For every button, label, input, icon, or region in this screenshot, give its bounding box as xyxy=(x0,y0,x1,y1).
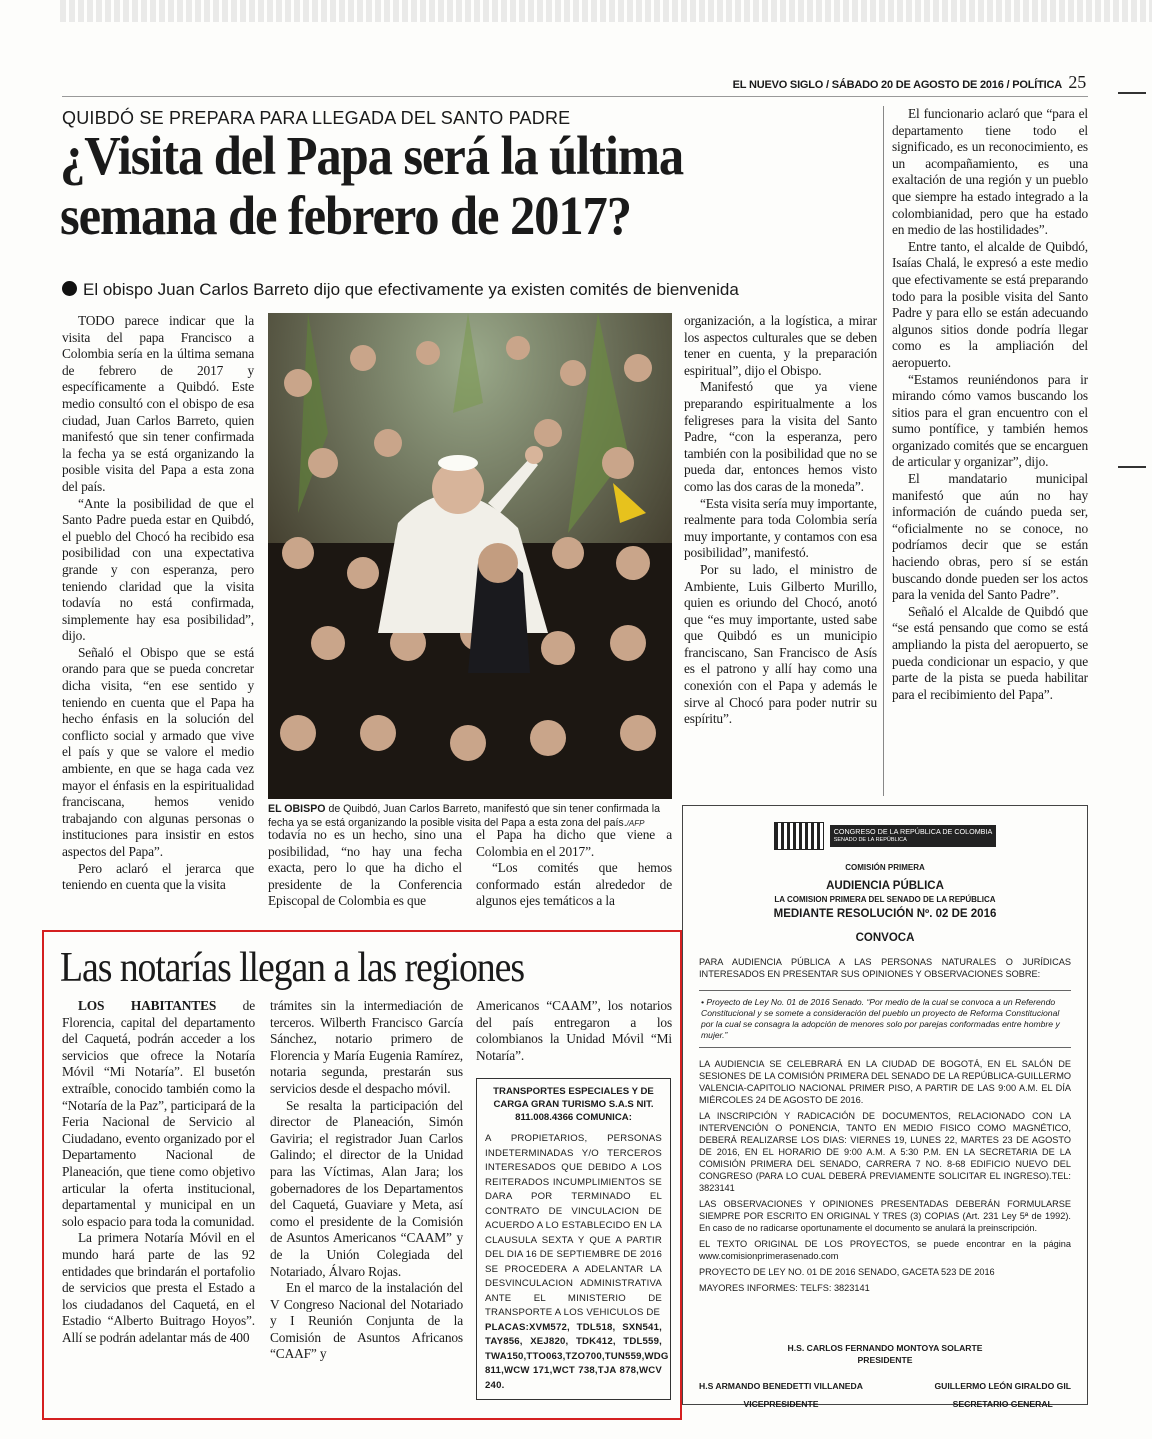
president-role: PRESIDENTE xyxy=(857,1355,913,1365)
ad-intro: PARA AUDIENCIA PÚBLICA A LAS PERSONAS NATURALES O JURÍDICAS INTERESADOS EN PRESENTAR SUS OPINIONES Y OBSERVACIONES SOBRE: xyxy=(699,957,1071,979)
deck-text: El obispo Juan Carlos Barreto dijo que efectivamente ya existen comités de bienvenida xyxy=(83,280,739,299)
story-deck xyxy=(62,280,739,300)
vicepresident-name: H.S ARMANDO BENEDETTI VILLANEDA xyxy=(699,1381,863,1391)
paragraph: “Los comités que hemos conformado están alrededor de algunos ejes temáticos a la xyxy=(476,860,672,909)
paragraph: Señaló el Obispo que se está orando para que se pueda concretar dicha visita, “en ese sentido y teniendo en cuenta que el Papa ha hecho énfasis en la solución del conflicto social y armado que vive el país y que se valore el medio ambiente, en que se haga cada vez mayor el énfasis en la espiritualidad franciscana, hemos venido trabajando con algunas personas o instituciones para insistir en estos aspectos del Papa”. xyxy=(62,644,254,859)
congreso-notice-ad xyxy=(682,805,1088,1409)
secretary-name: GUILLERMO LEÓN GIRALDO GIL xyxy=(934,1381,1071,1391)
photo-credit: /AFP xyxy=(626,819,645,828)
transport-notice-ad xyxy=(476,1078,671,1400)
folio-rule xyxy=(62,96,1088,97)
paragraph: de Florencia, capital del departamento del Caquetá, podrán acceder a los servicios que ofrece la Notaría Móvil “Mi Notaría”. El busetón extraíble, conocido también como la “Notaría de la Paz”, participará de la Feria Nacional de Servicio al Ciudadano, evento organizado por el Departamento Nacional de Planeación, que tiene como objetivo articular la oferta institucional, departamental y municipal en un solo espacio para toda la comunidad. xyxy=(62,998,255,1229)
caption-text: de Quibdó, Juan Carlos Barreto, manifestó que sin tener confirmada la fecha ya se está organizando la posible visita del Papa a esta zona del país. xyxy=(268,803,660,829)
ad-proyecto: • Proyecto de Ley No. 01 de 2016 Senado. “Por medio de la cual se convoca a un Referendo Constitucional y se somete a consideración del pueblo un proyecto de Reforma Constitucional por la cual se consagra la adopción de menores solo por parejas conformadas entre hombre y mujer.” xyxy=(699,990,1071,1048)
story2-column-3 xyxy=(476,998,672,1064)
paragraph: El funcionario aclaró que “para el departamento tiene todo el significado, es un reconocimiento, es un acompañamiento, es una exaltación de una región y un pueblo que siempre ha estado integrado a la colombianidad, pero que ha estado en medio de las hostilidades”. xyxy=(892,106,1088,238)
headline-line-2: semana de febrero de 2017? xyxy=(60,185,631,246)
story-headline xyxy=(60,126,824,246)
scan-edge-mark xyxy=(1118,92,1146,94)
paragraph: Americanos “CAAM”, los notarios del país entregaron a los colombianos la Unidad Móvil “Mi Notaría”. xyxy=(476,998,672,1063)
ad-senado: LA COMISION PRIMERA DEL SENADO DE LA REPÚBLICA xyxy=(774,895,996,904)
story2-column-1 xyxy=(62,998,255,1346)
story1-column-4 xyxy=(684,313,877,728)
paragraph: Por su lado, el ministro de Ambiente, Luis Gilberto Murillo, quien es oriundo del Chocó, anotó que “es muy importante, usted sabe que Quibdó es un municipio franciscano, San Francisco de Asís es el patrono y allí hay como una conexión con el Papa y además le sirve al Chocó para poder nutrir su espíritu”. xyxy=(684,561,877,727)
paragraph: Entre tanto, el alcalde de Quibdó, Isaías Chalá, le expresó a este medio que efectivamente se está preparando todo para la posible visita del Santo Padre y para ello se están adecuando algunos sitios donde podría llegar como es la ampliación del aeropuerto. xyxy=(892,238,1088,370)
story1-column-5 xyxy=(892,106,1088,703)
paragraph: “Estamos reuniéndonos para ir mirando cómo vamos buscando los sitios para el gran encuentro con el sumo pontífice, y también hemos organizado comités que se encarguen de articular y organizar”, dijo. xyxy=(892,371,1088,470)
story-kicker: QUIBDÓ SE PREPARA PARA LLEGADA DEL SANTO PADRE xyxy=(62,108,571,128)
ad-plates: PLACAS:XVM572, TDL518, SXN541, TAY856, XEJ820, TDK412, TDL559, TWA150,TTO063,TZO700,TUN559,WDG 811,WCW 171,WCT 738,TJA 878,WCV 240. xyxy=(485,1321,669,1391)
story1-column-2 xyxy=(268,827,462,910)
story1-column-3 xyxy=(476,827,672,910)
paragraph: Se resalta la participación del director de Planeación, Simón Gaviria; el registrador Juan Carlos Galindo; el director de la Unidad para las Víctimas, Alan Jara; los gobernadores de los Departamentos del Caquetá, Guaviare y Meta, así como el presidente de la Comisión de Asuntos Americanos “CAAM” y de la Unión Colegiada del Notariado, Álvaro Rojas. xyxy=(270,1097,463,1279)
folio-section: POLÍTICA xyxy=(1012,79,1062,91)
paragraph: todavía no es un hecho, sino una posibilidad, “no hay una fecha exacta, pero lo que ha dicho el presidente de la Conferencia Episcopal de Colombia es que xyxy=(268,827,462,909)
ad-convoca: CONVOCA xyxy=(855,932,915,944)
logo-text: CONGRESO DE LA REPÚBLICA DE COLOMBIA xyxy=(833,827,993,836)
paragraph: el Papa ha dicho que viene a Colombia en el 2017”. xyxy=(476,827,672,859)
pope-photo xyxy=(268,313,672,799)
secretary-block xyxy=(934,1380,1071,1410)
paragraph: Pero aclaró el jerarca que teniendo en cuenta que la visita xyxy=(62,860,254,893)
scan-edge-mark xyxy=(1118,466,1146,468)
logo-subtext: SENADO DE LA REPÚBLICA xyxy=(833,837,907,843)
signatures xyxy=(699,1380,1071,1410)
crowd-photo-illustration xyxy=(268,313,672,799)
story2-lead: LOS HABITANTES xyxy=(78,998,217,1013)
paragraph: “Ante la posibilidad de que el Santo Padre pueda estar en Quibdó, el pueblo del Chocó ha recibido esa posibilidad con una expectativa grande y con esperanza, pero teniendo claridad que la visita todavía no está confirmada, simplemente hay esa posibilidad”, dijo. xyxy=(62,495,254,644)
paragraph: organización, a la logística, a mirar los aspectos culturales que se deben tener en cuenta, y la preparación espiritual”, dijo el Obispo. xyxy=(684,313,877,378)
folio-date: SÁBADO 20 DE AGOSTO DE 2016 xyxy=(831,79,1004,91)
paragraph: La primera Notaría Móvil en el mundo hará parte de las 92 entidades que brindarán el portafolio de servicios que presta el Estado a los ciudadanos del Caquetá, en el Estadio “Alberto Buitrago Hoyos”. Allí se podrán adelantar más de 400 xyxy=(62,1230,255,1345)
paragraph: El mandatario municipal manifestó que aún no hay información de cuándo pueda ser, “oficialmente no se conoce, no podríamos decir que se están haciendo obras, pero sí se están buscando donde pueden ser los actos para la venida del Santo Padre”. xyxy=(892,471,1088,603)
page-number: 25 xyxy=(1068,72,1086,92)
story2-column-2 xyxy=(270,998,463,1363)
ad-paragraph: EL TEXTO ORIGINAL DE LOS PROYECTOS, se puede encontrar en la página www.comisionprimerasenado.com xyxy=(699,1239,1071,1261)
paragraph: TODO parece indicar que la visita del papa Francisco a Colombia sería en la última semana de febrero de 2017 y específicamente a Quibdó. Este medio consultó con el obispo de esa ciudad, Juan Carlos Barreto, quien manifestó que sin tener confirmada la fecha ya se está organizando la posible visita del Papa a esta zona del país. xyxy=(62,313,254,494)
paragraph: En el marco de la instalación del V Congreso Nacional del Notariado y I Reunión Conjunta de la Comisión de Asuntos Africanos “CAAF” y xyxy=(270,1280,463,1362)
story1-column-1 xyxy=(62,313,254,894)
secretary-role: SECRETARIO GENERAL xyxy=(952,1399,1053,1409)
ad-resolucion: MEDIANTE RESOLUCIÓN Nº. 02 DE 2016 xyxy=(773,908,997,920)
ad-comision: COMISIÓN PRIMERA xyxy=(845,863,925,872)
paragraph: Señaló el Alcalde de Quibdó que “se está pensando que como se está ampliando la pista del aeropuerto, se pueda condicionar un espacio, y que parte de la pista se pueda habilitar para el recibimiento del Papa”. xyxy=(892,603,1088,702)
column-rule xyxy=(883,106,884,796)
ad-paragraph: PROYECTO DE LEY NO. 01 DE 2016 SENADO, GACETA 523 DE 2016 xyxy=(699,1267,995,1277)
capitol-icon xyxy=(774,822,824,850)
ad-paragraph: LA AUDIENCIA SE CELEBRARÁ EN LA CIUDAD DE BOGOTÁ, EN EL SALÓN DE SESIONES DE LA COMISIÓN PRIMERA DEL SENADO DE LA REPÚBLICA-GUILLERMO VALENCIA-CAPITOLIO NACIONAL PRIMER PISO, A PARTIR DE LAS 9:00 A.M. EL DÍA MIÉRCOLES 24 DE AGOSTO DE 2016. xyxy=(699,1059,1071,1105)
logo-label xyxy=(830,825,997,847)
vicepresident-block xyxy=(699,1380,863,1410)
page-folio: EL NUEVO SIGLO / SÁBADO 20 DE AGOSTO DE 2016 / POLÍTICA 25 xyxy=(732,72,1086,92)
caption-lead: EL OBISPO xyxy=(268,803,326,815)
story2-headline: Las notarías llegan a las regiones xyxy=(60,945,524,991)
headline-line-1: ¿Visita del Papa será la última xyxy=(60,125,684,186)
paragraph: trámites sin la intermediación de terceros. Wilberth Francisco García Sánchez, notario primero de Florencia y María Eugenia Ramírez, notaria segunda, prestarán sus servicios desde el despacho móvil. xyxy=(270,998,463,1096)
paragraph: Manifestó que ya viene preparando espiritualmente a los feligreses para la visita del Santo Padre, “con la esperanza, pero también con la posibilidad que no se pueda dar, entonces hemos visto como las dos caras de la moneda”. xyxy=(684,379,877,494)
president-name: H.S. CARLOS FERNANDO MONTOYA SOLARTE xyxy=(787,1343,983,1353)
ad-paragraph: MAYORES INFORMES: TELFS: 3823141 xyxy=(699,1283,870,1293)
ad-paragraph: LA INSCRIPCIÓN Y RADICACIÓN DE DOCUMENTOS, RELACIONADO CON LA INTERVENCIÓN O PONENCIA, TANTO EN MEDIO FISICO COMO MAGNÉTICO, DEBERÁ REALIZARSE LOS DIAS: VIERNES 19, LUNES 22, MARTES 23 DE AGOSTO DE 2016, EN EL HORARIO DE 9:00 A.M. A 5:30 P.M. EN LA SECRETARIA DE LA COMISIÓN PRIMERA DEL SENADO, CARRERA 7 NO. 8-68 EDIFICIO NUEVO DEL CONGRESO (PARA LO CUAL DEBERÁ PREVIAMENTE SOLICITAR EL INGRESO).TEL: 3823141 xyxy=(699,1111,1071,1193)
ad-title: TRANSPORTES ESPECIALES Y DE CARGA GRAN TURISMO S.A.S NIT. 811.008.4366 COMUNICA: xyxy=(493,1086,654,1123)
scan-top-band xyxy=(60,0,1152,22)
bullet-icon xyxy=(62,281,77,296)
ad-audiencia: AUDIENCIA PÚBLICA xyxy=(826,880,944,892)
masthead: EL NUEVO SIGLO xyxy=(732,79,824,91)
congreso-logo xyxy=(699,822,1071,850)
vicepresident-role: VICEPRESIDENTE xyxy=(743,1399,819,1409)
ad-body: A PROPIETARIOS, PERSONAS INDETERMINADAS Y/O TERCEROS INTERESADOS QUE DEBIDO A LOS REITERADOS INCUMPLIMIENTOS SE DARA POR TERMINADO EL CONTRATO DE VINCULACION DE ACUERDO A LO ESTABLECIDO EN LA CLAUSULA SEXTA Y QUE A PARTIR DEL DIA 16 DE SEPTIEMBRE DE 2016 SE PROCEDERA A ADELANTAR LA DESVINCULACION ADMINISTRATIVA ANTE EL MINISTERIO DE TRANSPORTE A LOS VEHICULOS DE xyxy=(485,1133,662,1318)
ad-paragraph: LAS OBSERVACIONES Y OPINIONES PRESENTADAS DEBERÁN FORMULARSE SIEMPRE POR ESCRITO EN ORIGINAL Y TRES (3) COPIAS (Art. 231 Ley 5ª de 1992). En caso de no radicarse oportunamente el documento se anulará la preinscripción. xyxy=(699,1199,1071,1233)
paragraph: “Esta visita sería muy importante, realmente para toda Colombia sería muy importante, y contamos con esa posibilidad”, manifestó. xyxy=(684,495,877,561)
